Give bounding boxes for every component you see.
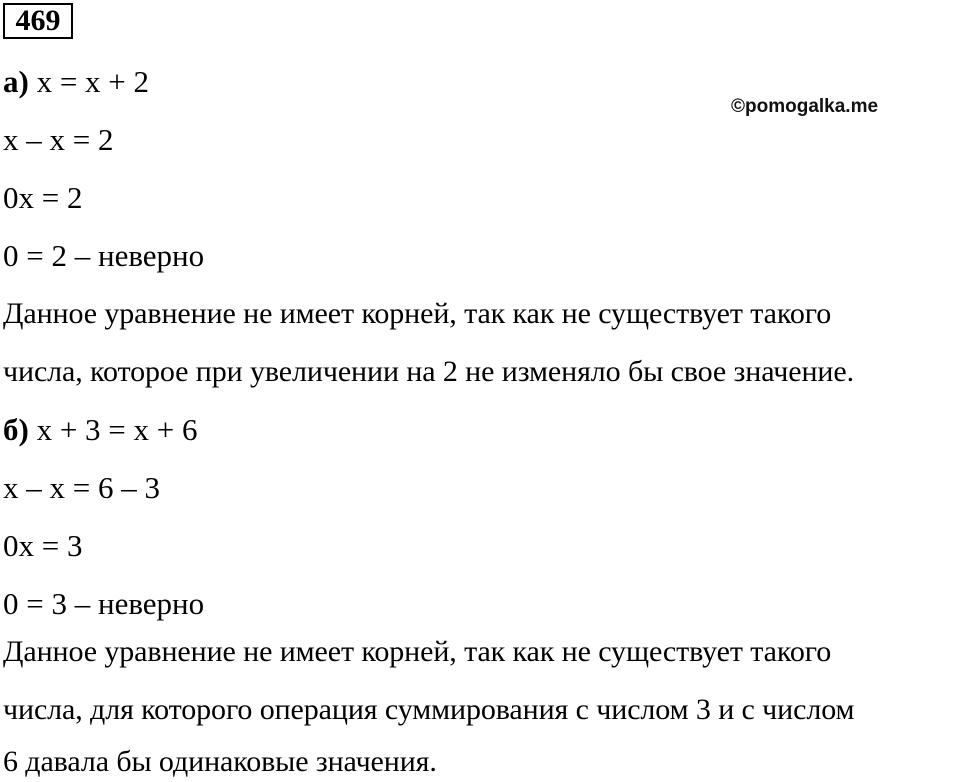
part-a-step-3: 0 = 2 – неверно <box>3 238 205 273</box>
part-b-step-3: 0 = 3 – неверно <box>3 586 205 621</box>
part-b-explanation-line-2: числа, для которого операция суммирования с числом 3 и с числом <box>3 693 855 726</box>
part-a-label: а) <box>3 64 29 99</box>
part-b-equation: x + 3 = x + 6 <box>36 412 198 447</box>
part-b-explanation-line-1: Данное уравнение не имеет корней, так как не существует такого <box>3 635 832 668</box>
part-a-equation-line <box>3 62 149 102</box>
part-b-equation-line <box>3 410 198 450</box>
part-b-label: б) <box>3 412 29 447</box>
watermark: ©pomogalka.me <box>731 96 879 117</box>
part-a-explanation-line-1: Данное уравнение не имеет корней, так как не существует такого <box>3 297 832 330</box>
part-a-step-1: x – x = 2 <box>3 122 114 157</box>
part-a-step-2: 0x = 2 <box>3 180 83 215</box>
part-a-equation: x = x + 2 <box>36 64 150 99</box>
part-b-explanation-line-3: 6 давала бы одинаковые значения. <box>3 745 437 778</box>
part-b-step-1: x – x = 6 – 3 <box>3 470 160 505</box>
problem-number: 469 <box>3 3 73 39</box>
part-b-step-2: 0x = 3 <box>3 528 83 563</box>
part-a-explanation-line-2: числа, которое при увеличении на 2 не изменяло бы свое значение. <box>3 355 854 388</box>
